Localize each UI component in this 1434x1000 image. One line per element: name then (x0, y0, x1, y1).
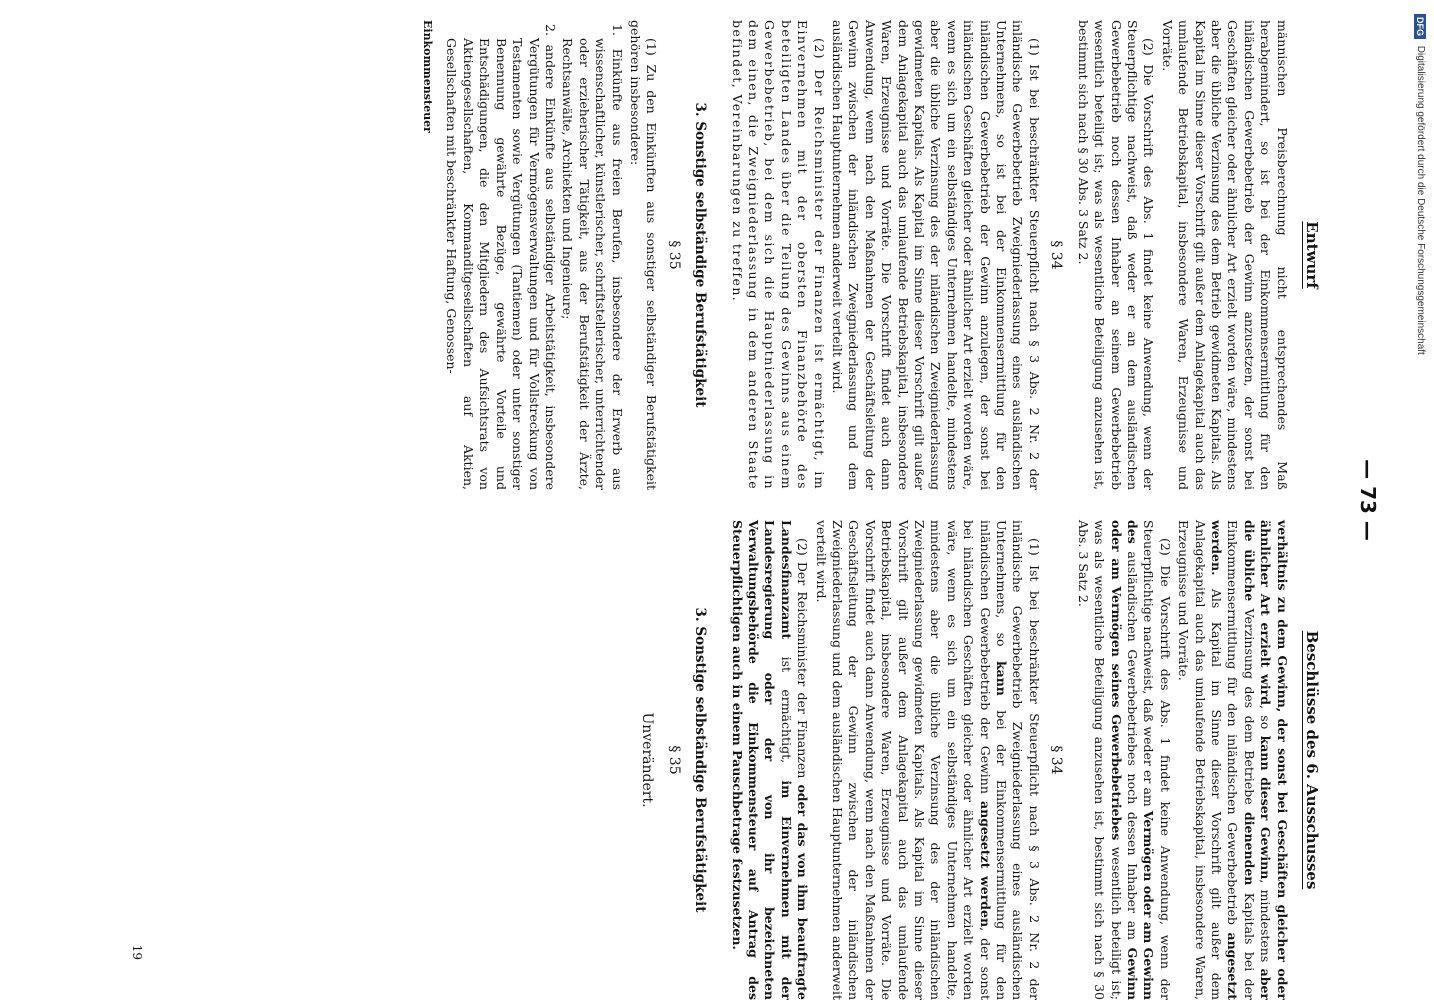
text-run: bei der Einkommensermittlung für den inländischen Gewerbebetrieb der Gewinn (977, 520, 1010, 1000)
text-run: Verzinsung des dem Betriebe (1241, 601, 1257, 813)
text-run: Gewinn oder am Vermögen seines Gewerbebetriebes (1108, 520, 1140, 1000)
right-column-beschluesse (633, 520, 1320, 1000)
text-run: wesentlich beteiligt ist; was als wesentliche Beteiligung anzusehen ist, bestimmt sich nach § 30 Abs. 3 Satz 2. (1075, 520, 1124, 1000)
right-section-34-heading: § 34 (1048, 745, 1065, 775)
text-run: (1) Ist bei beschränkter Steuerpflicht nach § 3 Abs. 2 Nr. 2 der inländische Gewerbebetrieb Zweigniederlassung eines ausländischen Unternehmens, so (994, 520, 1042, 1000)
text-run: dienenden (1241, 812, 1257, 886)
left-s34-paragraph-1: (1) Ist bei beschränkter Steuerpflicht nach § 3 Abs. 2 Nr. 2 der inländische Gewerbebetrieb Zweigniederlassung eines ausländischen Unternehmens, so ist bei der Einkommensermittlung für den inländischen Gewerbebetrieb der Gewinn anzulegen, der sonst bei inländischen Geschäften gleicher oder ähnlicher Art erzielt worden wäre, wenn es sich um ein selbständiges Unternehmen handelte, mindestens aber die übliche Verzinsung des der inländischen Zweigniederlassung gewidmeten Kapitals. Als Kapital im Sinne dieser Vorschrift gilt außer dem Anlagekapital auch das umlaufende Betriebskapital, insbesondere Waren, Erzeugnisse und Vorräte. Die Vorschrift findet auch dann Anwendung, wenn nach den Maßnahmen der Geschäftsleitung der Gewinn zwischen der inländischen Zweigniederlassung und dem ausländischen Hauptunternehmen anderweit verteilt wird. (830, 20, 1042, 490)
footer-catchword: Einkommensteuer (421, 20, 435, 133)
left-s34-paragraph-2: (2) Der Reichsminister der Finanzen ist ermächtigt, im Einvernehmen mit der obersten Finanzbehörde des beteiligten Landes über die Teilung des Gewinns aus einem Gewerbebetrieb, bei dem sich die Hauptniederlassung in dem einen, die Zweigniederlassung in dem anderen Staate befindet, Vereinbarungen zu treffen. (729, 20, 827, 490)
text-run: ausländischen Gewerbebetriebes noch dessen Inhaber am (1124, 543, 1140, 948)
right-s34-paragraph-1 (812, 520, 1042, 1000)
text-run: , mindestens (1258, 879, 1274, 969)
text-run: kann dieser Gewinn (1258, 735, 1274, 880)
right-column-title: Beschlüsse des 6. Ausschusses (1303, 630, 1321, 890)
list-item: 1. Einkünfte aus freien Berufen, insbesondere der Erwerb aus wissenschaftlicher, künstlerischer, schriftstellerischer, unterrichtender oder erzieherischer Tätigkeit, aus der Berufstätigkeit der Ärzte, Rechtsanwälte, Architekten und Ingenieure; (560, 24, 625, 490)
text-run: Kapitals bei der Einkommensermittlung für den inländischen Gewerbebetrieb (1225, 520, 1257, 1000)
text-run: angesetzt werden (977, 801, 993, 928)
left-intro-paragraph: männischen Preisberechnung nicht entsprechendes Maß herabgemindert, so ist bei der Einkommensermittlung für den inländischen Gewerbebetrieb der Gewinn anzusetzen, der sonst bei Geschäften gleicher oder ähnlicher Art erzielt worden wäre, mindestens aber die übliche Verzinsung des dem Betrieb gewidmeten Kapitals. Als Kapital im Sinne dieser Vorschrift gilt außer dem Anlagekapital auch das umlaufende Betriebskapital, insbesondere Waren, Erzeugnisse und Vorräte. (1159, 20, 1290, 490)
digitization-credit (1414, 14, 1426, 355)
right-section-3-title: 3. Sonstige selbständige Berufstätigkeit (692, 607, 709, 913)
text-run: verhältnis zu dem Gewinn, der sonst bei Geschäften gleicher oder ähnlicher Art erzielt (1258, 520, 1290, 1000)
left-section-3-title: 3. Sonstige selbständige Berufstätigkeit (692, 102, 709, 408)
left-column-entwurf (419, 20, 1320, 490)
left-paragraph-2: (2) Die Vorschrift des Abs. 1 findet keine Anwendung, wenn der Steuerpflichtige nachweist, daß weder er an dem ausländischen Gewerbebetrieb noch dessen Inhaber an seinem Gewerbebetrieb wesentlich beteiligt ist; was als wesentliche Beteiligung anzusehen ist, bestimmt sich nach § 30 Abs. 3 Satz 2. (1075, 20, 1157, 490)
text-run: ist ermächtigt, (778, 639, 794, 781)
document-page (120, 0, 1390, 1000)
right-intro-paragraph (1175, 520, 1290, 1000)
text-run: , der sonst bei inländischen Geschäften gleicher oder ähnlicher Art erzielt worden wäre, wenn es sich um ein selbständiges Unternehmen handelte, mindestens aber die übliche Verzinsung des der inländischen Zweigniederlassung gewidmeten Kapitals. Als Kapital im Sinne dieser Vorschrift gilt außer dem Anlagekapital auch das umlaufende Betriebskapital, insbesondere Waren, Erzeugnisse und Vorräte. Die Vorschrift findet auch dann Anwendung, wenn nach den Maßnahmen der Geschäftsleitung der Gewinn zwischen der inländischen Zweigniederlassung und dem ausländischen Hauptunternehmen anderweit verteilt wird. (813, 520, 993, 1000)
text-run: oder das von ihm beauftragte Landesfinanzamt (778, 520, 811, 1000)
left-section-34-heading: § 34 (1048, 240, 1065, 270)
text-run: Vermögen oder am Gewinn des (1124, 520, 1157, 1000)
right-paragraph-2 (1074, 520, 1172, 1000)
text-run: aber die übliche (1241, 520, 1274, 1000)
text-run: (2) Der Reichsminister der Finanzen (795, 538, 811, 785)
text-run: kann (994, 660, 1010, 696)
right-s35-text: Unverändert. (639, 712, 656, 808)
text-run: , so (1258, 704, 1274, 736)
left-s35-list (443, 20, 624, 490)
right-s34-paragraph-2 (728, 520, 810, 1000)
text-run: (2) Die Vorschrift des Abs. 1 findet keine Anwendung, wenn der Steuerpflichtige nachweist, daß weder er am (1141, 520, 1173, 1000)
list-item: 2. andere Einkünfte aus selbständiger Arbeitstätigkeit, insbesondere Vergütungen für Vermögensverwaltungen und für Vollstreckung von Testamenten sowie Vergütungen (Tantiemen) oder unter sonstiger Benennung gewährte Bezüge, gewährte Vorteile und Entschädigungen, die den Mitgliedern des Aufsichtsrats von Aktiengesellschaften, Kommanditgesellschaften auf Aktien, Gesellschaften mit beschränkter Haftung, Genossen- (444, 24, 558, 490)
digitization-credit-text: Digitalisierung gefördert durch die Deutsche Forschungsgemeinschaft (1415, 45, 1426, 355)
text-run: im Einvernehmen mit der Landesregierung oder der von ihr bezeichneten Verwaltungsbehörde die Einkommensteuer auf Antrag des Steuerpflichtigen auch in einem Pauschbetrage festzusetzen. (729, 520, 794, 1000)
right-section-35-heading: § 35 (665, 745, 682, 775)
text-run: angesetzt werden. (1208, 520, 1241, 1000)
left-section-35-heading: § 35 (665, 240, 682, 270)
text-run: wird (1258, 674, 1274, 705)
page-footer-number: 19 (130, 944, 144, 960)
page-number-header: — 73 — (1356, 459, 1380, 541)
dfg-logo-icon: DFG (1414, 14, 1426, 39)
left-column-title: Entwurf (1303, 221, 1321, 289)
text-run: Als Kapital im Sinne dieser Vorschrift gilt außer dem Anlagekapital auch das umlaufende Betriebskapital, insbesondere Waren, Erzeugnisse und Vorräte. (1176, 520, 1224, 1000)
left-s35-paragraph-1: (1) Zu den Einkünften aus sonstiger selbständiger Berufstätigkeit gehören insbesondere: (627, 20, 660, 490)
